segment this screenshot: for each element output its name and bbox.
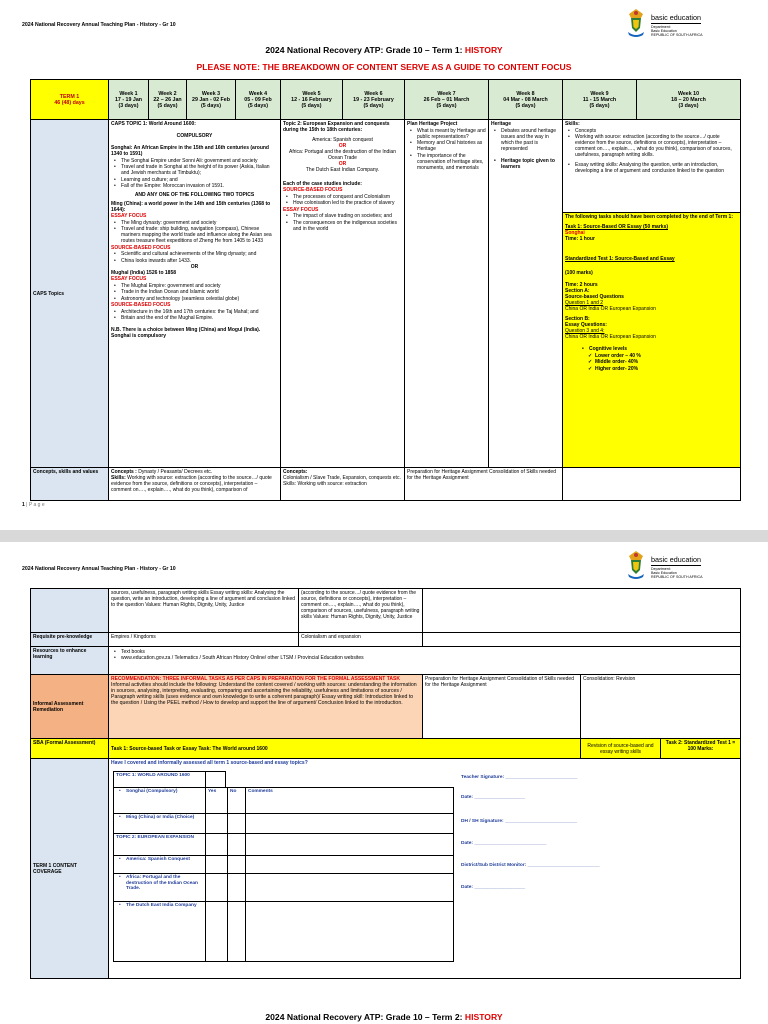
coverage-topic1: TOPIC 1: WORLD AROUND 1600	[114, 772, 206, 788]
concepts-skills-label: Concepts, skills and values	[31, 468, 109, 501]
no-box[interactable]	[228, 856, 246, 874]
no-box[interactable]	[228, 814, 246, 834]
coverage-item-dutch: • The Dutch East India Company	[126, 903, 203, 909]
dh-sh-date[interactable]: Date: ___________________________	[461, 841, 547, 846]
logo-country: REPUBLIC OF SOUTH AFRICA	[651, 575, 703, 580]
resources-cell: • Text books • www.education.gov.za / Telematics / South African History Online/ other LTSM / Provincial Education websites	[109, 647, 741, 675]
skills-block: Skills: • Concepts • Working with source: extraction (according to the source…/ quote evidence from the source, definitions or concepts), interpretation – comment on…., explain…., what do you think), comparison of sources, usefulness, paragraph writing skills. • Essay writing skills: Analysing the question, write an introduction, developing a line of argument and conclusion linked to the question	[563, 120, 740, 212]
prereq-label: Requisite pre-knowledge	[31, 633, 109, 647]
yes-box[interactable]	[206, 856, 228, 874]
page-footer: 1 | P a g e	[22, 502, 45, 508]
term2-title: 2024 National Recovery ATP: Grade 10 – Term 2: HISTORY	[265, 1012, 503, 1022]
district-monitor-signature[interactable]: District/Sub District Monitor: ___________________________	[461, 863, 600, 868]
continued-col3	[423, 589, 741, 633]
district-date[interactable]: Date: ___________________	[461, 885, 526, 890]
coverage-cell	[109, 759, 741, 979]
sba-test-cell: Task 2: Standardized Test 1 = 100 Marks:	[661, 739, 741, 759]
week-4-header: Week 4 05 - 09 Feb (5 days)	[236, 80, 281, 120]
concepts-col1: Concepts : Dynasty / Peasants/ Decrees etc. Skills: Working with source: extraction (according to the source…/ quote evidence from the source, definitions or concepts), interpretation – comment on…., explain…., what do you think), comparison of	[109, 468, 281, 501]
no-column: No	[228, 788, 246, 814]
running-header-2: 2024 National Recovery Annual Teaching Plan - History - Gr 10	[22, 566, 176, 572]
comments-box[interactable]	[246, 856, 454, 874]
week-10-header: Week 10 18 – 20 March (3 days)	[637, 80, 741, 120]
songhai-list: • The Songhai Empire under Sonni Ali: government and society • Travel and trade in Songhai at the height of its power (Askia, Italian and Jewish merchants at Timbuktu); • Learning and culture; and • Fall of the Empire: Moroccan invasion of 1591.	[111, 158, 278, 190]
page-2	[0, 542, 768, 1024]
week-3-header: Week 3 29 Jan - 02 Feb (5 days)	[187, 80, 236, 120]
coverage-item-africa: • Africa: Portugal and the destruction of the Indian Ocean Trade.	[126, 875, 203, 892]
coverage-label: TERM 1 CONTENT COVERAGE	[31, 759, 109, 979]
continued-label	[31, 589, 109, 633]
tasks-block: The following tasks should have been completed by the end of Term 1: Task 1: Source-Based OR Essay (50 marks) Songhai Time: 1 hour Standardized Test 1: Source-Based and Essay (100 marks) Time: 2 hours Section A: Source-based Questions Question 1 and 2 China OR India OR European Expansion Section B: Essay Questions: Question 3 and 4: China OR India OR European Expansion • Cognitive levels ✓ Lower order – 40 % ✓ Middle order- 40% ✓ Higher order- 20%	[563, 212, 740, 467]
coat-of-arms-icon	[625, 8, 647, 38]
sba-label: SBA (Formal Assessment)	[31, 739, 109, 759]
coat-of-arms-icon	[625, 550, 647, 580]
running-header: 2024 National Recovery Annual Teaching Plan - History - Gr 10	[22, 22, 176, 28]
term1-plan-table	[30, 79, 741, 501]
resources-label: Resources to enhance learning	[31, 647, 109, 675]
comments-box[interactable]	[246, 814, 454, 834]
logo-dept-name: Basic Education	[651, 29, 677, 34]
sba-revision-cell: Revision of source-based and essay writing skills	[581, 739, 661, 759]
logo-title: basic education	[651, 13, 701, 22]
comments-box[interactable]	[246, 874, 454, 902]
informal-cell: RECOMMENDATION: THREE INFORMAL TASKS AS PER CAPS IN PREPARATION FOR THE FORMAL ASSESSMENT TASK Informal activities should include the following: Understand the content covered / working with sources: understanding the information in sources, analysing, interpreting, evaluating, comparing and ascertaining the reliability, usefulness and limitations of sources / Paragraph writing skills (uses evidence and own knowledge to write a coherent paragraph)/ Essay writing skill: Introduction linked to the question / Using the PEEL method / How to develop and support the line of argument/ Conclusion linked to the introduction.	[109, 675, 423, 739]
page-title: 2024 National Recovery ATP: Grade 10 – Term 1: HISTORY	[265, 45, 503, 55]
concepts-col2: Concepts: Colonialism / Slave Trade, Expansion, conquests etc. Skills: Working with source: extraction	[281, 468, 405, 501]
prereq-col1: Empires / Kingdoms	[109, 633, 299, 647]
continued-col1: sources, usefulness, paragraph writing skills Essay writing skills: Analysing the question, write an introduction, developing a line of argument and conclusion linked to the question Values: Human Rights, Dignity, Unity, Justice	[109, 589, 299, 633]
concepts-col3: Preparation for Heritage Assignment Consolidation of Skills needed for the Heritage Assignment	[405, 468, 563, 501]
coverage-topic2: TOPIC 2: EUROPEAN EXPANSION	[114, 834, 206, 856]
logo-dept-name: Basic Education	[651, 571, 677, 576]
yes-column: Yes	[206, 788, 228, 814]
concepts-col4	[563, 468, 741, 501]
informal-col4: Consolidation: Revision	[581, 675, 741, 739]
caps-topics-label: CAPS Topics	[31, 120, 109, 468]
dbe-logo-2	[625, 548, 715, 584]
term1-plan-table-continued	[30, 588, 741, 979]
no-box[interactable]	[228, 902, 246, 962]
logo-dept: Department:	[651, 567, 671, 571]
coverage-checklist	[113, 771, 226, 788]
prereq-col3	[423, 633, 741, 647]
yes-box[interactable]	[206, 902, 228, 962]
week-2-header: Week 2 22 – 26 Jan (5 days)	[149, 80, 187, 120]
term-cell: TERM 1 46 (48) days	[31, 80, 109, 120]
week-7-header: Week 7 26 Feb – 01 March (5 days)	[405, 80, 489, 120]
dh-sh-signature[interactable]: DH / SH Signature: ___________________________	[461, 819, 578, 824]
yes-box[interactable]	[206, 814, 228, 834]
comments-box[interactable]	[246, 902, 454, 962]
week-9-header: Week 9 11 - 15 March (5 days)	[563, 80, 637, 120]
topic1-cell: CAPS TOPIC 1: World Around 1600: COMPULSORY Songhai: An African Empire in the 15th and 16th centuries (around 1340 to 1591) • The Songhai Empire under Sonni Ali: government and society • Travel and trade in Songhai at the height of its power (Askia, Italian and Jewish merchants at Timbuktu); • Learning and culture; and • Fall of the Empire: Moroccan invasion of 1591. AND ANY ONE OF THE FOLLOWING TWO TOPICS Ming (China): a world power in the 14th and 15th centuries (1368 to 1644): ESSAY FOCUS • The Ming dynasty: government and society • Travel and trade: ship building, navigation (compass), Chinese mariners mapping the world trade and influence along the Asian sea routes treasure fleet expeditions of Zheng He from 1405 to 1433 SOURCE-BASED FOCUS • Scientific and cultural achievements of the Ming dynasty; and • China looks inwards after 1433. OR Mughal (India) 1526 to 1858 ESSAY FOCUS • The Mughal Empire: government and society • Trade in the Indian Ocean and Islamic world • Astronomy and technology (seamless celestial globe) SOURCE-BASED FOCUS • Architecture in the 16th and 17th centuries: the Taj Mahal; and • Britain and the end of the Mughal Empire. N.B. There is a choice between Ming (China) and Mogul (India). Songhai is compulsory	[109, 120, 281, 468]
week-6-header: Week 6 19 - 23 February (5 days)	[343, 80, 405, 120]
informal-label: Informal Assessment Remediation	[31, 675, 109, 739]
sba-task-cell: Task 1: Source-based Task or Essay Task: The World around 1600	[109, 739, 581, 759]
no-box[interactable]	[228, 874, 246, 902]
logo-title: basic education	[651, 555, 701, 564]
week-8-header: Week 8 04 Mar - 08 March (5 days)	[489, 80, 563, 120]
continued-col2: (according to the source…/ quote evidence from the source, definitions or concepts), interpretation – comment on…., explain…., what do you think), comparison of sources, usefulness, paragraph writing skills Values: Human Rights, Dignity, Unity, Justice	[299, 589, 423, 633]
comments-column: Comments	[246, 788, 454, 814]
week-5-header: Week 5 12 - 16 February (5 days)	[281, 80, 343, 120]
coverage-grid	[113, 787, 454, 962]
dbe-logo	[625, 6, 715, 42]
skills-tasks-cell	[563, 120, 741, 468]
topic2-cell: Topic 2: European Expansion and conquests during the 15th to 18th centuries: America: Spanish conquest OR Africa: Portugal and the destruction of the Indian Ocean Trade OR The Dutch East Indian Company. Each of the case studies include: SOURCE-BASED FOCUS • The processes of conquest and Colonialism • How colonisation led to the practice of slavery ESSAY FOCUS • The impact of slave trading on societies; and • The consequences on the indigenous societies and in the world	[281, 120, 405, 468]
informal-col3: Preparation for Heritage Assignment Consolidation of Skills needed for the Heritage Assignment	[423, 675, 581, 739]
week-1-header: Week 1 17 - 19 Jan (3 days)	[109, 80, 149, 120]
notice-banner: PLEASE NOTE: THE BREAKDOWN OF CONTENT SERVE AS A GUIDE TO CONTENT FOCUS	[196, 62, 572, 72]
teacher-signature[interactable]: Teacher Signature: ___________________________	[461, 775, 578, 780]
logo-country: REPUBLIC OF SOUTH AFRICA	[651, 33, 703, 38]
coverage-question: Have I covered and informally assessed all term 1 source-based and essay topics?	[111, 760, 308, 766]
logo-dept: Department:	[651, 25, 671, 29]
coverage-item-america: • America: Spanish Conquest	[126, 857, 203, 863]
yes-box[interactable]	[206, 874, 228, 902]
coverage-item-songhai: • Songhai (Compulsory)	[126, 789, 203, 795]
teacher-date[interactable]: Date: ___________________	[461, 795, 526, 800]
coverage-item-ming: • Ming (China) or India (Choice)	[126, 815, 203, 821]
heritage-project-cell: Plan Heritage Project • What is meant by Heritage and public representations? • Memory and Oral histories as Heritage • The importance of the conservation of heritage sites, monuments, and memorials	[405, 120, 489, 468]
heritage-cell: Heritage • Debates around heritage issues and the way in which the past is represented • Heritage topic given to learners	[489, 120, 563, 468]
prereq-col2: Colonialism and expansion	[299, 633, 423, 647]
